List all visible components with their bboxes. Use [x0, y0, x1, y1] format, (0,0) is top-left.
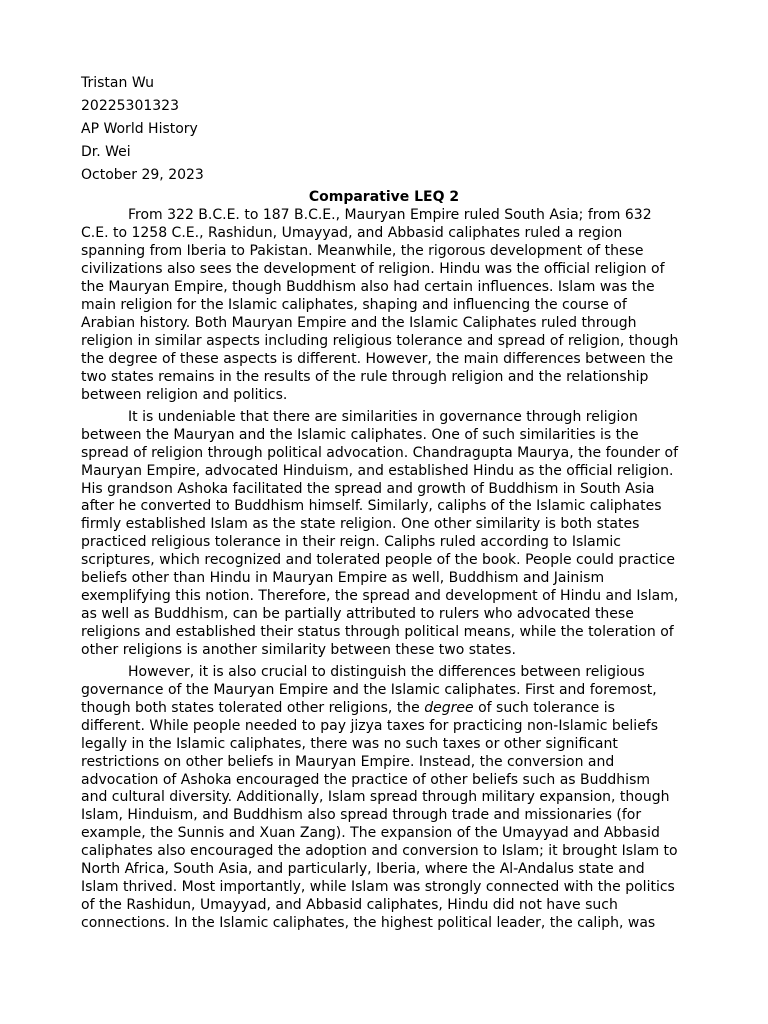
student-id: 20225301323 — [81, 97, 179, 114]
text-line: as well as Buddhism, can be partially attributed to rulers who advocated these — [81, 605, 634, 622]
text-line: caliphates also encouraged the adoption and conversion to Islam; it brought Islam to — [81, 843, 678, 860]
paragraph-intro — [81, 207, 687, 404]
text-line: after he converted to Buddhism himself. Similarly, caliphs of the Islamic caliphates — [81, 498, 662, 515]
text-line: Islam, Hinduism, and Buddhism also spread through trade and missionaries (for — [81, 807, 642, 824]
text-line: exemplifying this notion. Therefore, the spread and development of Hindu and Islam, — [81, 587, 679, 604]
text-line: North Africa, South Asia, and particularly, Iberia, where the Al-Andalus state and — [81, 861, 645, 878]
text-line: firmly established Islam as the state religion. One other similarity is both states — [81, 516, 640, 533]
paragraph-similarities — [81, 409, 687, 660]
text-line: However, it is also crucial to distinguish the differences between religious — [128, 664, 645, 681]
text-line: It is undeniable that there are similarities in governance through religion — [128, 408, 638, 425]
text-fragment: though both states tolerated other religions, the — [81, 699, 425, 716]
instructor-name: Dr. Wei — [81, 143, 131, 160]
text-line: connections. In the Islamic caliphates, the highest political leader, the caliph, was — [81, 914, 656, 931]
text-line: between the Mauryan and the Islamic caliphates. One of such similarities is the — [81, 426, 639, 443]
date: October 29, 2023 — [81, 166, 204, 183]
text-line: religions and established their status through political means, while the toleration of — [81, 623, 674, 640]
text-line: advocation of Ashoka encouraged the practice of other beliefs such as Buddhism — [81, 771, 650, 788]
author-name: Tristan Wu — [81, 75, 155, 91]
text-line: civilizations also sees the development of religion. Hindu was the official religion of — [81, 261, 665, 278]
essay-title: Comparative LEQ 2 — [308, 189, 460, 206]
text-line: governance of the Mauryan Empire and the Islamic caliphates. First and foremost, — [81, 682, 657, 699]
text-line-with-emphasis — [81, 700, 687, 718]
text-line: and cultural diversity. Additionally, Islam spread through military expansion, though — [81, 789, 670, 806]
text-line: other religions is another similarity between these two states. — [81, 641, 516, 658]
text-line: of the Rashidun, Umayyad, and Abbasid caliphates, Hindu did not have such — [81, 896, 618, 913]
text-line: spanning from Iberia to Pakistan. Meanwhile, the rigorous development of these — [81, 243, 644, 260]
text-fragment: of such tolerance is — [473, 699, 615, 716]
text-line: practiced religious tolerance in their reign. Caliphs ruled according to Islamic — [81, 534, 621, 551]
text-line: From 322 B.C.E. to 187 B.C.E., Mauryan Empire ruled South Asia; from 632 — [128, 207, 652, 224]
text-line: legally in the Islamic caliphates, there was no such taxes or other significant — [81, 735, 618, 752]
paragraph-differences — [81, 664, 687, 933]
text-line: spread of religion through political advocation. Chandragupta Maurya, the founder of — [81, 444, 679, 461]
document-page — [81, 73, 687, 937]
text-line: religion in similar aspects including religious tolerance and spread of religion, though — [81, 332, 679, 349]
text-line: two states remains in the results of the rule through religion and the relationship — [81, 368, 649, 385]
text-line: example, the Sunnis and Xuan Zang). The expansion of the Umayyad and Abbasid — [81, 825, 660, 842]
text-line: different. While people needed to pay jizya taxes for practicing non-Islamic beliefs — [81, 717, 659, 734]
text-line: scriptures, which recognized and tolerated people of the book. People could practice — [81, 552, 676, 569]
text-line: Mauryan Empire, advocated Hinduism, and established Hindu as the official religion. — [81, 462, 674, 479]
text-line: the Mauryan Empire, though Buddhism also had certain influences. Islam was the — [81, 279, 655, 296]
text-line: main religion for the Islamic caliphates, shaping and influencing the course of — [81, 296, 627, 313]
text-line: the degree of these aspects is different. However, the main differences between the — [81, 350, 674, 367]
course-name: AP World History — [81, 120, 198, 137]
text-line: His grandson Ashoka facilitated the spread and growth of Buddhism in South Asia — [81, 480, 655, 497]
text-line: restrictions on other beliefs in Mauryan Empire. Instead, the conversion and — [81, 753, 615, 770]
text-line: C.E. to 1258 C.E., Rashidun, Umayyad, and Abbasid caliphates ruled a region — [81, 225, 623, 242]
text-line: beliefs other than Hindu in Mauryan Empire as well, Buddhism and Jainism — [81, 570, 605, 587]
text-line: between religion and politics. — [81, 386, 288, 403]
text-line: Arabian history. Both Mauryan Empire and the Islamic Caliphates ruled through — [81, 314, 637, 331]
text-line: Islam thrived. Most importantly, while Islam was strongly connected with the politics — [81, 878, 675, 895]
emphasized-word: degree — [424, 699, 474, 716]
